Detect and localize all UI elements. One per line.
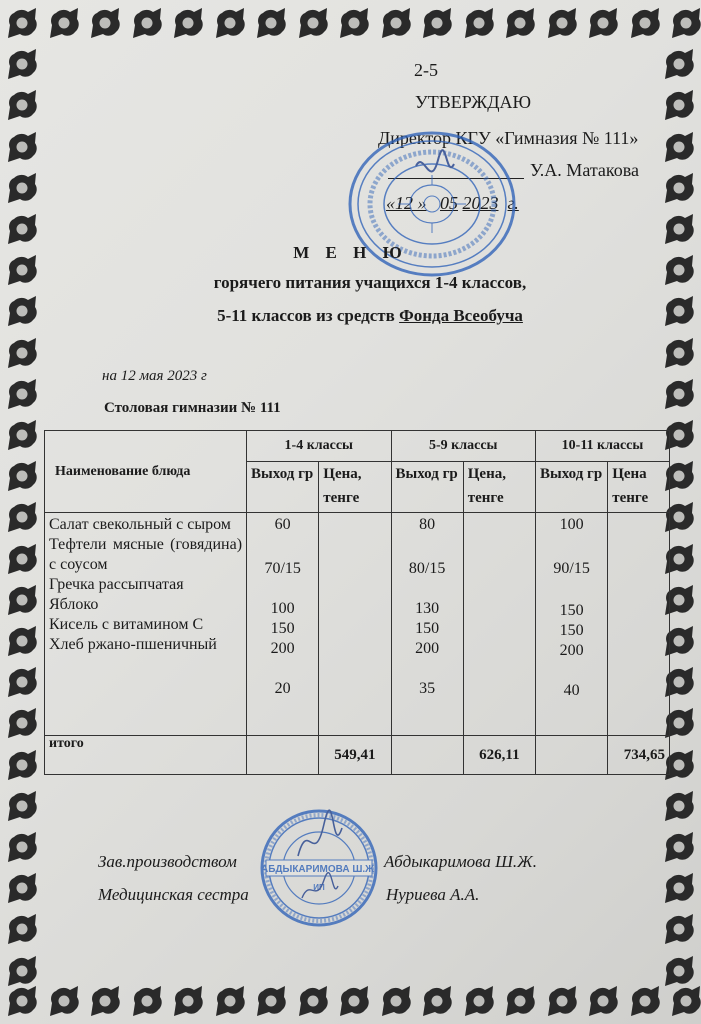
ornament-icon bbox=[663, 130, 697, 164]
stamp-sub-text: ИП bbox=[313, 883, 325, 892]
ornament-icon bbox=[131, 984, 165, 1018]
dish-yield: 90/15 bbox=[553, 560, 590, 577]
dish-yield: 60 bbox=[274, 516, 291, 533]
ornament-icon bbox=[6, 500, 40, 534]
dish-yield: 80 bbox=[419, 516, 436, 533]
total-price-10-11: 734,65 bbox=[608, 736, 670, 775]
ornament-icon bbox=[663, 47, 697, 81]
subtitle-prefix: 5-11 классов из средств bbox=[217, 306, 400, 325]
ornament-icon bbox=[421, 984, 455, 1018]
ornament-icon bbox=[172, 6, 206, 40]
ornament-icon bbox=[546, 984, 580, 1018]
subheader-yield-5-9: Выход гр bbox=[391, 462, 463, 513]
ornament-icon bbox=[338, 6, 372, 40]
dish-names-cell bbox=[45, 513, 247, 736]
ornament-icon bbox=[663, 336, 697, 370]
fund-name: Фонда Всеобуча bbox=[399, 306, 523, 325]
ornament-icon bbox=[587, 6, 621, 40]
price-cell-5-9 bbox=[463, 513, 535, 736]
approval-date-year: 2023 bbox=[462, 193, 499, 213]
ornament-icon bbox=[6, 665, 40, 699]
ornament-icon bbox=[663, 912, 697, 946]
subheader-price-10-11: Цена тенге bbox=[608, 462, 670, 513]
ornament-icon bbox=[380, 6, 414, 40]
document-number: 2-5 bbox=[414, 60, 438, 80]
signature-role: Медицинская сестра bbox=[98, 885, 249, 904]
ornament-icon bbox=[663, 830, 697, 864]
ornament-icon bbox=[6, 954, 40, 988]
ornament-icon bbox=[463, 6, 497, 40]
ornament-icon bbox=[6, 47, 40, 81]
ornament-icon bbox=[663, 88, 697, 122]
group-header-1-4: 1-4 классы bbox=[247, 431, 391, 462]
ornament-icon bbox=[546, 6, 580, 40]
dish-yield: 200 bbox=[270, 640, 295, 657]
ornament-icon bbox=[663, 954, 697, 988]
ornament-icon bbox=[214, 6, 248, 40]
ornament-icon bbox=[6, 542, 40, 576]
dish-yield: 150 bbox=[270, 620, 295, 637]
ornament-icon bbox=[629, 6, 663, 40]
ornament-icon bbox=[6, 748, 40, 782]
dish-yield: 35 bbox=[419, 680, 436, 697]
ornament-icon bbox=[6, 459, 40, 493]
ornament-icon bbox=[6, 706, 40, 740]
ornament-icon bbox=[6, 418, 40, 452]
signature-role: Зав.производством bbox=[98, 852, 237, 871]
ornament-icon bbox=[297, 984, 331, 1018]
dish-name: Салат свекольный с сыром bbox=[49, 516, 231, 533]
dish-yield: 150 bbox=[559, 602, 584, 619]
ornament-icon bbox=[663, 171, 697, 205]
dish-yield: 150 bbox=[559, 622, 584, 639]
total-yield-10-11 bbox=[535, 736, 607, 775]
ornament-icon bbox=[6, 624, 40, 658]
ornament-icon bbox=[587, 984, 621, 1018]
ornament-icon bbox=[663, 871, 697, 905]
ornament-icon bbox=[6, 583, 40, 617]
subheader-price-1-4: Цена, тенге bbox=[319, 462, 391, 513]
total-price-5-9: 626,11 bbox=[463, 736, 535, 775]
price-cell-1-4 bbox=[319, 513, 391, 736]
ornament-icon bbox=[629, 984, 663, 1018]
ornament-icon bbox=[663, 212, 697, 246]
ornament-icon bbox=[6, 871, 40, 905]
ornament-icon bbox=[214, 984, 248, 1018]
table-group-header-row bbox=[45, 431, 670, 462]
ornament-icon bbox=[463, 984, 497, 1018]
subheader-price-5-9: Цена, тенге bbox=[463, 462, 535, 513]
dish-yield: 20 bbox=[274, 680, 291, 697]
total-yield-1-4 bbox=[247, 736, 319, 775]
yield-cell-10-11 bbox=[535, 513, 607, 736]
ornament-icon bbox=[6, 984, 40, 1018]
ornament-icon bbox=[670, 6, 701, 40]
signature-name: Абдыкаримова Ш.Ж. bbox=[384, 852, 537, 871]
dish-name: Гречка рассыпчатая bbox=[49, 576, 184, 593]
ornament-icon bbox=[89, 6, 123, 40]
dish-name: Хлеб ржано-пшеничный bbox=[49, 636, 217, 653]
menu-table bbox=[44, 430, 670, 775]
price-cell-10-11 bbox=[608, 513, 670, 736]
ornament-icon bbox=[6, 130, 40, 164]
approval-date-day: «12 » bbox=[386, 193, 427, 213]
canteen-name: Столовая гимназии № 111 bbox=[104, 400, 281, 416]
subheader-yield-10-11: Выход гр bbox=[535, 462, 607, 513]
dish-yield: 150 bbox=[415, 620, 440, 637]
ornament-icon bbox=[504, 6, 538, 40]
dish-yield: 80/15 bbox=[408, 560, 446, 577]
approval-date-suffix: г. bbox=[507, 193, 519, 213]
menu-date: на 12 мая 2023 г bbox=[102, 368, 207, 384]
ornament-icon bbox=[131, 6, 165, 40]
ornament-icon bbox=[6, 912, 40, 946]
dish-yield: 200 bbox=[415, 640, 440, 657]
ornament-icon bbox=[663, 789, 697, 823]
ornament-icon bbox=[6, 212, 40, 246]
ornament-icon bbox=[255, 984, 289, 1018]
ornament-icon bbox=[255, 6, 289, 40]
group-header-10-11: 10-11 классы bbox=[535, 431, 669, 462]
ornament-icon bbox=[670, 984, 701, 1018]
official-stamp-bottom bbox=[258, 808, 380, 928]
dish-name: Кисель с витамином С bbox=[49, 616, 204, 633]
dish-name: Яблоко bbox=[49, 596, 99, 613]
ornament-icon bbox=[6, 171, 40, 205]
ornament-icon bbox=[6, 336, 40, 370]
dish-yield: 40 bbox=[563, 682, 580, 699]
ornament-icon bbox=[6, 88, 40, 122]
menu-subtitle-line1: горячего питания учащихся 1-4 классов, bbox=[213, 273, 527, 292]
ornament-icon bbox=[297, 6, 331, 40]
ornament-icon bbox=[48, 984, 82, 1018]
approver-position: Директор КГУ «Гимназия № 111» bbox=[378, 128, 639, 148]
dish-yield: 130 bbox=[415, 600, 440, 617]
menu-title: М Е Н Ю bbox=[293, 243, 408, 262]
ornament-icon bbox=[421, 6, 455, 40]
column-header-dish-name: Наименование блюда bbox=[45, 431, 247, 513]
dish-yield: 200 bbox=[559, 642, 584, 659]
ornament-icon bbox=[6, 377, 40, 411]
dish-name: Тефтели мясные (говядина) с соусом bbox=[49, 536, 243, 573]
total-label: итого bbox=[45, 736, 247, 775]
signature-name: Нуриева А.А. bbox=[386, 885, 480, 904]
ornament-icon bbox=[380, 984, 414, 1018]
total-yield-5-9 bbox=[391, 736, 463, 775]
approval-heading: УТВЕРЖДАЮ bbox=[415, 92, 532, 112]
total-price-1-4: 549,41 bbox=[319, 736, 391, 775]
dish-yield: 100 bbox=[270, 600, 295, 617]
yield-cell-1-4 bbox=[247, 513, 319, 736]
ornament-icon bbox=[6, 6, 40, 40]
ornament-icon bbox=[663, 377, 697, 411]
ornament-icon bbox=[48, 6, 82, 40]
dish-yield: 70/15 bbox=[264, 560, 301, 577]
approval-date-month: 05 bbox=[440, 193, 458, 213]
table-row-items bbox=[45, 513, 670, 736]
menu-subtitle-line2 bbox=[0, 306, 701, 326]
yield-cell-5-9 bbox=[391, 513, 463, 736]
approver-name: У.А. Матакова bbox=[530, 160, 639, 180]
ornament-icon bbox=[89, 984, 123, 1018]
ornament-icon bbox=[172, 984, 206, 1018]
ornament-icon bbox=[338, 984, 372, 1018]
group-header-5-9: 5-9 классы bbox=[391, 431, 535, 462]
ornament-icon bbox=[6, 830, 40, 864]
subheader-yield-1-4: Выход гр bbox=[247, 462, 319, 513]
dish-yield: 100 bbox=[559, 516, 584, 533]
table-row-total bbox=[45, 736, 670, 775]
ornament-icon bbox=[504, 984, 538, 1018]
ornament-icon bbox=[6, 789, 40, 823]
stamp-name-text: АБДЫКАРИМОВА Ш.Ж. bbox=[261, 864, 377, 875]
